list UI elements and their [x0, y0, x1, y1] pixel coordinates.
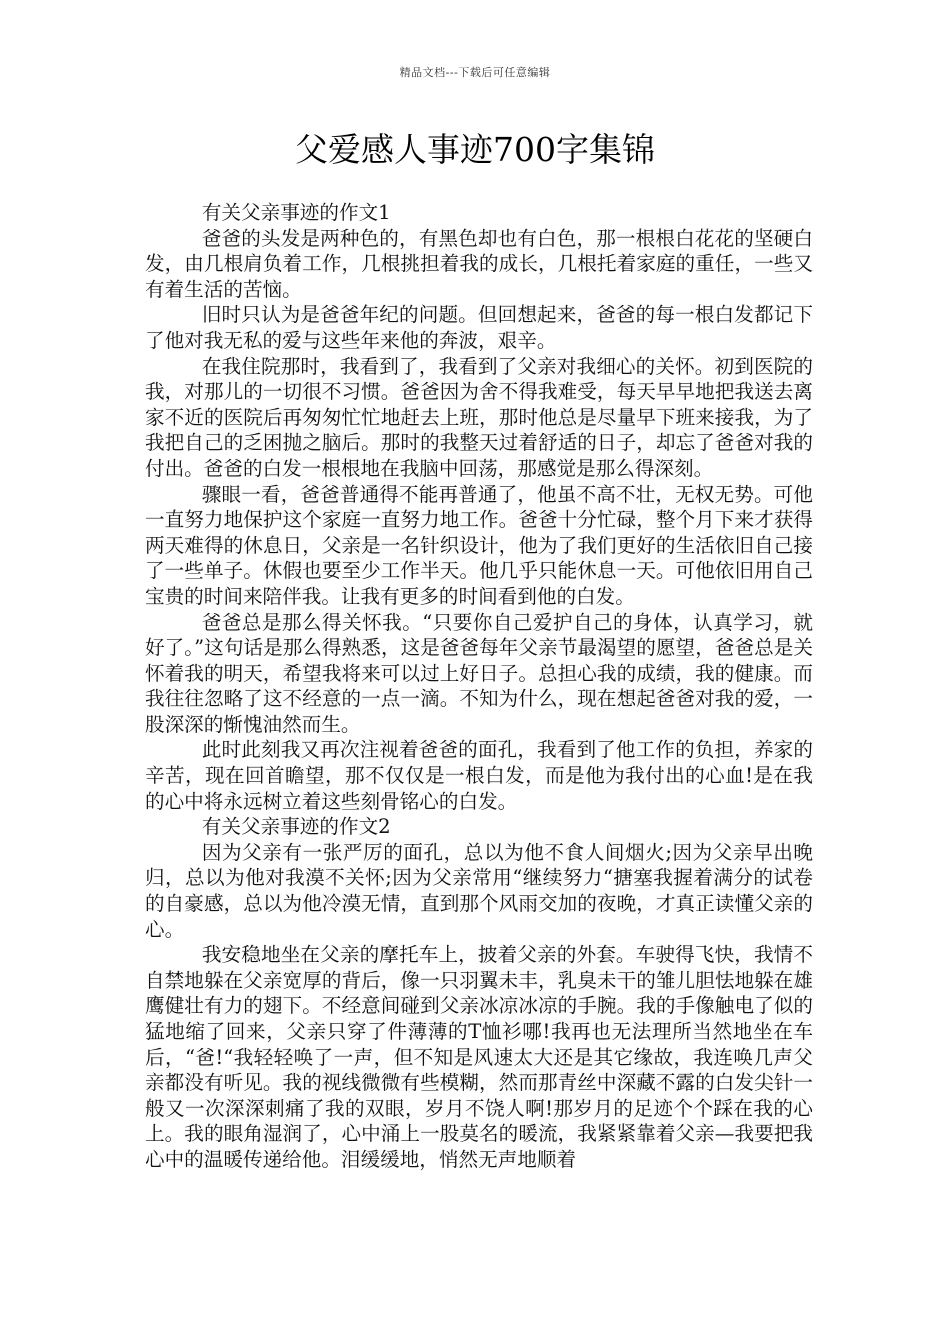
paragraph: 旧时只认为是爸爸年纪的问题。但回想起来，爸爸的每一根白发都记下了他对我无私的爱与这些年来他的奔波，艰辛。 [145, 303, 813, 352]
paragraph: 骤眼一看，爸爸普通得不能再普通了，他虽不高不壮，无权无势。可他一直努力地保护这个家庭一直努力地工作。爸爸十分忙碌，整个月下来才获得两天难得的休息日，父亲是一名针织设计，他为了我们更好的生活依旧自己接了一些单子。休假也要至少工作半天。他几乎只能休息一天。可他依旧用自己宝贵的时间来陪伴我。让我有更多的时间看到他的白发。 [145, 482, 813, 608]
section-heading-essay-2: 有关父亲事迹的作文2 [201, 815, 391, 839]
paragraph: 在我住院那时，我看到了，我看到了父亲对我细心的关怀。初到医院的我，对那儿的一切很不习惯。爸爸因为舍不得我难受，每天早早地把我送去离家不近的医院后再匆匆忙忙地赶去上班，那时他总是尽量早下班来接我，为了我把自己的乏困抛之脑后。那时的我整天过着舒适的日子，却忘了爸爸对我的付出。爸爸的白发一根根地在我脑中回荡，那感觉是那么得深刻。 [145, 354, 813, 480]
paragraph: 因为父亲有一张严厉的面孔，总以为他不食人间烟火;因为父亲早出晚归，总以为他对我漠不关怀;因为父亲常用“继续努力“搪塞我握着满分的试卷的自豪感，总以为他冷漠无情，直到那个风雨交加的夜晚，才真正读懂父亲的心。 [145, 840, 813, 941]
page-header-note: 精品文档---下载后可任意编辑 [399, 66, 551, 79]
paragraph: 我安稳地坐在父亲的摩托车上，披着父亲的外套。车驶得飞快，我情不自禁地躲在父亲宽厚的背后，像一只羽翼未丰，乳臭未干的雏儿胆怯地躲在雄鹰健壮有力的翅下。不经意间碰到父亲冰凉冰凉的手腕。我的手像触电了似的猛地缩了回来，父亲只穿了件薄薄的T恤衫哪!我再也无法理所当然地坐在车后，“爸!“我轻轻唤了一声，但不知是风速太大还是其它缘故，我连唤几声父亲都没有听见。我的视线微微有些模糊，然而那青丝中深藏不露的白发尖针一般又一次深深刺痛了我的双眼，岁月不饶人啊!那岁月的足迹个个踩在我的心上。我的眼角湿润了，心中涌上一股莫名的暖流，我紧紧靠着父亲—我要把我心中的温暖传递给他。泪缓缓地，悄然无声地顺着 [145, 943, 813, 1171]
document-body [145, 200, 813, 1173]
paragraph: 爸爸的头发是两种色的，有黑色却也有白色，那一根根白花花的坚硬白发，由几根肩负着工作，几根挑担着我的成长，几根托着家庭的重任，一些又有着生活的苦恼。 [145, 226, 813, 301]
paragraph: 此时此刻我又再次注视着爸爸的面孔，我看到了他工作的负担，养家的辛苦，现在回首瞻望，那不仅仅是一根白发，而是他为我付出的心血!是在我的心中将永远树立着这些刻骨铭心的白发。 [145, 738, 813, 813]
document-title: 父爱感人事迹700字集锦 [295, 130, 655, 169]
section-heading-essay-1: 有关父亲事迹的作文1 [201, 201, 391, 224]
paragraph: 爸爸总是那么得关怀我。“只要你自己爱护自己的身体，认真学习，就好了。”这句话是那么得熟悉，这是爸爸每年父亲节最渴望的愿望，爸爸总是关怀着我的明天，希望我将来可以过上好日子。总担心我的成绩，我的健康。而我往往忽略了这不经意的一点一滴。不知为什么，现在想起爸爸对我的爱，一股深深的惭愧油然而生。 [145, 610, 813, 736]
